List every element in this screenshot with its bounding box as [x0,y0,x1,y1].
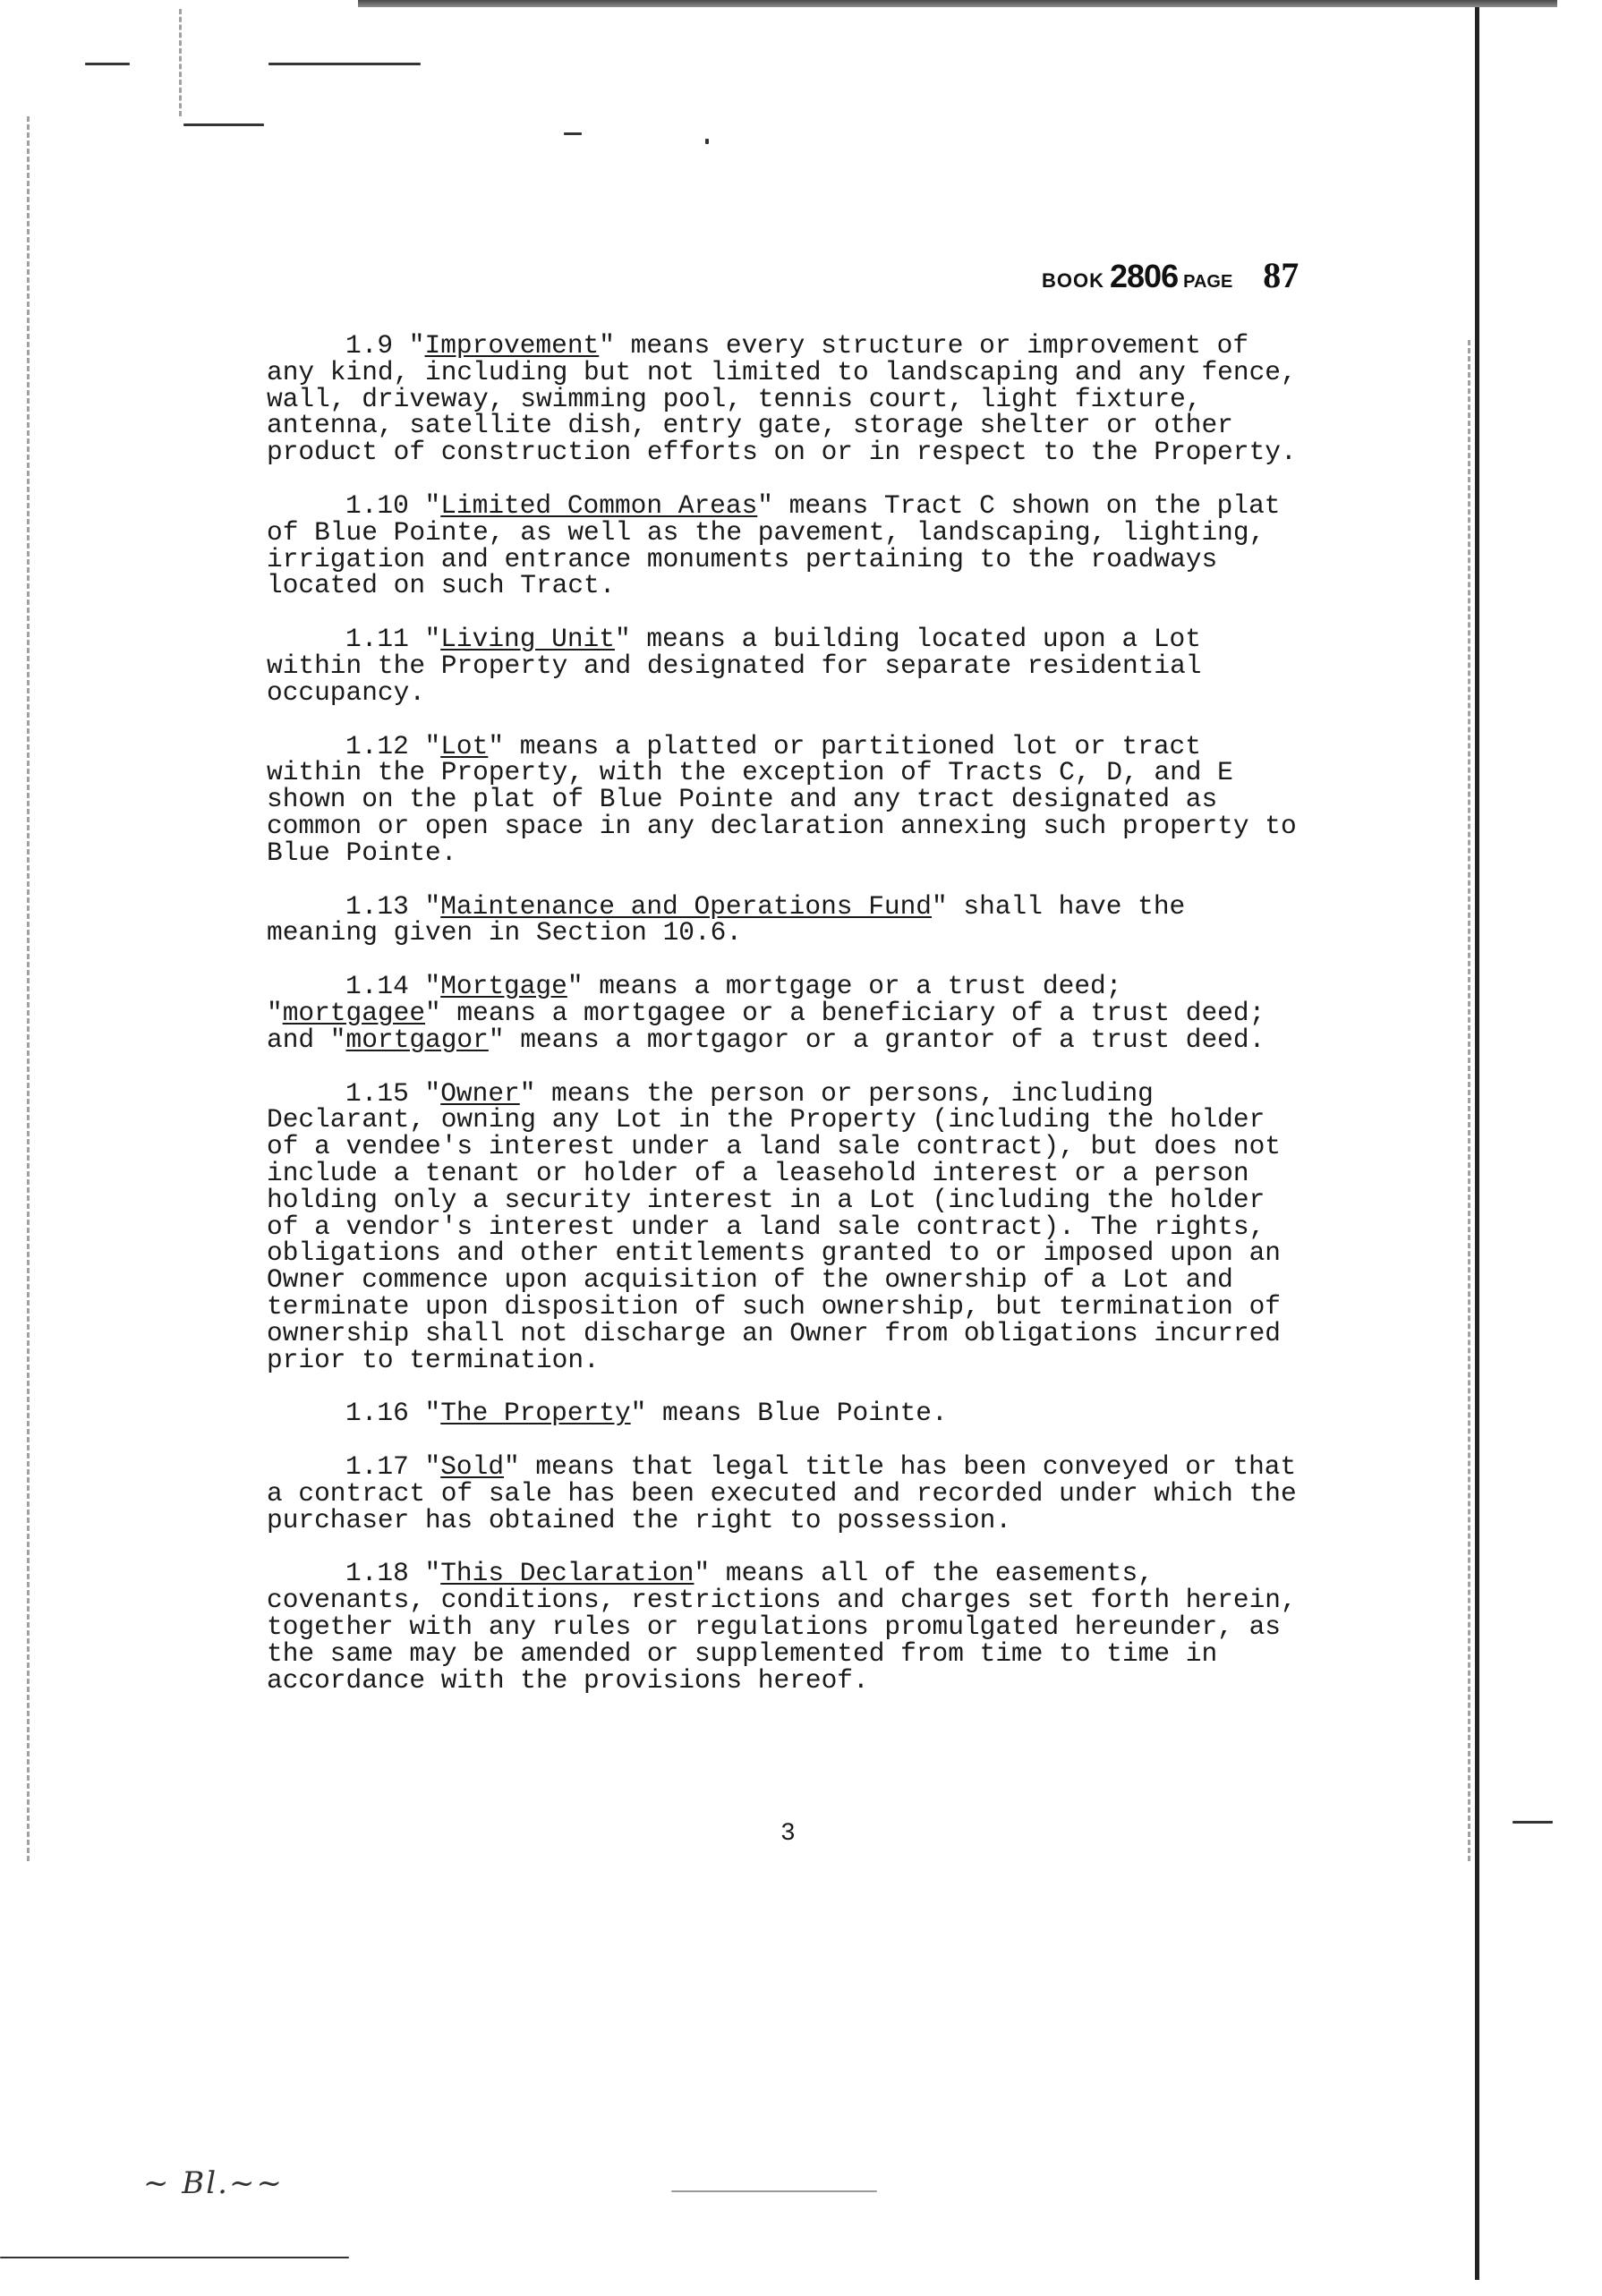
text-line: obligations and other entitlements granted to or imposed upon an [267,1237,1281,1269]
defined-term: Living Unit [440,624,615,655]
text-line [267,626,1323,653]
scan-mark [0,2257,349,2258]
definition-prefix: 1.11 " [345,624,441,655]
text-line [267,1451,1323,1483]
definition-1-13 [267,890,1323,948]
definition-prefix: 1.9 " [345,330,425,361]
definition-prefix: 1.10 " [345,489,441,521]
text-line: of Blue Pointe, as well as the pavement, landscaping, lighting, [267,516,1265,548]
definition-1-10 [267,489,1323,601]
text-line: irrigation and entrance monuments pertaining to the roadways [267,543,1218,574]
text-line: together with any rules or regulations promulgated hereunder, as [267,1611,1281,1643]
text-line: Declarant, owning any Lot in the Property (including the holder [267,1104,1265,1135]
definition-suffix: " means every structure or improvement of [599,330,1249,361]
defined-term: Limited Common Areas [440,489,758,521]
text-line [267,330,1323,361]
definition-suffix: " means a platted or partitioned lot or tract [488,730,1201,761]
definition-1-9 [267,330,1323,468]
book-label: BOOK [1042,269,1104,292]
text-line: the same may be amended or supplemented from time to time in [267,1637,1218,1669]
scan-mark [564,132,582,135]
definition-prefix: and " [267,1024,346,1055]
signature-scrawl: ~ Bl.~~ [143,2165,284,2201]
defined-term: Mortgage [440,971,567,1002]
scan-mark [671,2190,877,2192]
definition-suffix: " means all of the easements, [694,1558,1154,1589]
text-line: Owner commence upon acquisition of the ownership of a Lot and [267,1264,1233,1296]
definition-prefix: 1.12 " [345,730,441,761]
defined-term: This Declaration [440,1558,694,1589]
text-line: terminate upon disposition of such ownership, but termination of [267,1290,1281,1322]
definition-prefix: " [267,997,283,1028]
text-line: accordance with the provisions hereof. [267,1664,869,1696]
text-line [267,730,1323,761]
scan-mark [27,116,30,1861]
scan-mark [705,139,709,144]
text-line [267,997,1323,1028]
text-line [267,1560,1323,1587]
text-line: common or open space in any declaration annexing such property to [267,810,1297,841]
text-line [267,971,1323,1002]
scan-mark [85,63,130,65]
text-line: purchaser has obtained the right to possession. [267,1504,1012,1535]
definition-1-11 [267,626,1323,706]
definition-1-12 [267,730,1323,868]
text-line: within the Property and designated for separate residential [267,650,1202,681]
definition-suffix: " means Tract C shown on the plat [757,489,1281,521]
defined-term: mortgagee [282,997,426,1028]
text-line [267,1400,1323,1427]
text-line: meaning given in Section 10.6. [267,917,743,948]
book-number: 2806 [1110,258,1179,294]
definition-1-14 [267,971,1323,1055]
text-line: antenna, satellite dish, entry gate, storage shelter or other [267,410,1233,441]
text-line [267,489,1323,521]
definition-suffix: " shall have the [932,890,1186,922]
text-line [267,890,1323,922]
definition-suffix: " means Blue Pointe. [630,1398,948,1429]
scan-right-edge [1475,7,1479,2280]
defined-term: mortgagor [345,1024,489,1055]
definition-1-17 [267,1451,1323,1535]
definition-suffix: " means a mortgagee or a beneficiary of a trust deed; [425,997,1265,1028]
page-number: 3 [780,1820,796,1848]
text-line: include a tenant or holder of a leasehold interest or a person [267,1157,1249,1188]
text-line: wall, driveway, swimming pool, tennis court, light fixture, [267,383,1202,414]
text-line: shown on the plat of Blue Pointe and any tract designated as [267,784,1218,815]
definition-1-16 [267,1400,1323,1427]
text-line: covenants, conditions, restrictions and charges set forth herein, [267,1585,1297,1616]
page-label: PAGE [1183,272,1233,292]
scan-top-edge [358,0,1557,7]
defined-term: Sold [440,1451,505,1483]
text-line: of a vendor's interest under a land sale contract). The rights, [267,1211,1265,1242]
text-line: Blue Pointe. [267,837,457,868]
text-line: located on such Tract. [267,570,616,601]
defined-term: The Property [440,1398,631,1429]
definition-suffix: " means a building located upon a Lot [614,624,1201,655]
definition-prefix: 1.16 " [345,1398,441,1429]
text-line: any kind, including but not limited to landscaping and any fence, [267,356,1297,387]
text-line [267,1077,1323,1109]
text-line: product of construction efforts on or in respect to the Property. [267,437,1297,468]
definition-suffix: " means that legal title has been conveyed or that [504,1451,1297,1483]
text-line: prior to termination. [267,1344,600,1375]
scan-mark [1468,340,1470,1861]
scan-mark [268,63,421,65]
definition-prefix: 1.14 " [345,971,441,1002]
definition-prefix: 1.18 " [345,1558,441,1589]
definition-prefix: 1.17 " [345,1451,441,1483]
definition-suffix: " means a mortgagor or a grantor of a trust deed. [488,1024,1265,1055]
defined-term: Maintenance and Operations Fund [440,890,933,922]
text-line: ownership shall not discharge an Owner from obligations incurred [267,1317,1281,1348]
definition-prefix: 1.13 " [345,890,441,922]
scan-mark [183,123,264,126]
text-line: within the Property, with the exception of Tracts C, D, and E [267,757,1233,788]
defined-term: Lot [440,730,489,761]
recorded-page-number: 87 [1263,255,1299,295]
scan-mark [179,9,182,116]
recording-stamp [1042,254,1299,293]
definitions-body [267,330,1323,1721]
definition-suffix: " means the person or persons, including [519,1077,1154,1109]
definition-1-15 [267,1077,1323,1375]
text-line: of a vendee's interest under a land sale contract), but does not [267,1131,1281,1162]
definition-prefix: 1.15 " [345,1077,441,1109]
text-line: a contract of sale has been executed and recorded under which the [267,1477,1297,1509]
text-line: holding only a security interest in a Lot (including the holder [267,1184,1265,1215]
defined-term: Owner [440,1077,520,1109]
text-line: occupancy. [267,676,426,708]
defined-term: Improvement [424,330,600,361]
definition-suffix: " means a mortgage or a trust deed; [567,971,1122,1002]
definition-1-18 [267,1560,1323,1694]
text-line [267,1024,1323,1055]
scan-mark [1513,1821,1553,1824]
